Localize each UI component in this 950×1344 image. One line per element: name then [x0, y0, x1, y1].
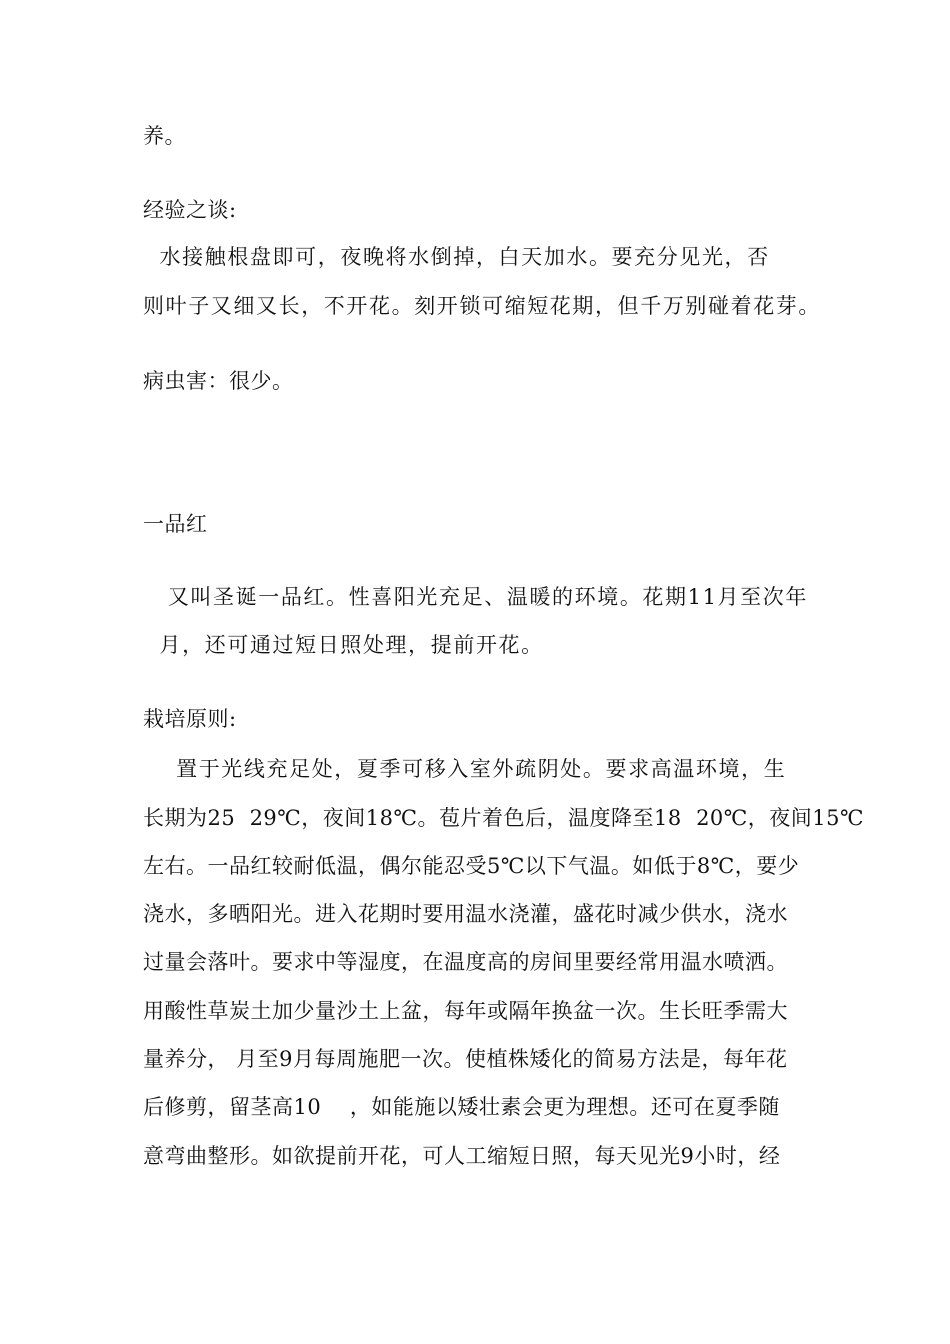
cultivation-line-5: 过量会落叶。要求中等湿度，在温度高的房间里要经常用温水喷洒。 [143, 950, 788, 974]
intro-line-2: 月，还可通过短日照处理，提前开花。 [143, 633, 544, 657]
experience-heading: 经验之谈: [143, 198, 237, 222]
cultivation-line-1: 置于光线充足处，夏季可移入室外疏阴处。要求高温环境，生 [143, 757, 787, 781]
continuation-text: 养。 [143, 124, 186, 148]
pests-text: 病虫害：很少。 [143, 369, 294, 393]
cultivation-line-8: 后修剪，留茎高10 ，如能施以矮壮素会更为理想。还可在夏季随 [143, 1095, 780, 1119]
cultivation-line-2: 长期为25 29℃，夜间18℃。苞片着色后，温度降至18 20℃，夜间15℃ [143, 806, 864, 830]
experience-line-1: 水接触根盘即可，夜晚将水倒掉，白天加水。要充分见光，否 [143, 245, 770, 269]
cultivation-line-4: 浇水，多晒阳光。进入花期时要用温水浇灌，盛花时减少供水，浇水 [143, 902, 788, 926]
cultivation-line-3: 左右。一品红较耐低温，偶尔能忍受5℃以下气温。如低于8℃，要少 [143, 854, 800, 878]
cultivation-line-9: 意弯曲整形。如欲提前开花，可人工缩短日照，每天见光9小时，经 [143, 1144, 781, 1168]
section-title: 一品红 [143, 512, 208, 536]
intro-line-1: 又叫圣诞一品红。性喜阳光充足、温暖的环境。花期11月至次年 [143, 585, 808, 609]
experience-line-2: 则叶子又细又长，不开花。刻开锁可缩短花期，但千万别碰着花芽。 [143, 294, 821, 318]
cultivation-heading: 栽培原则: [143, 707, 237, 731]
cultivation-line-7: 量养分， 月至9月每周施肥一次。使植株矮化的简易方法是，每年花 [143, 1047, 788, 1071]
cultivation-line-6: 用酸性草炭土加少量沙土上盆，每年或隔年换盆一次。生长旺季需大 [143, 999, 788, 1023]
